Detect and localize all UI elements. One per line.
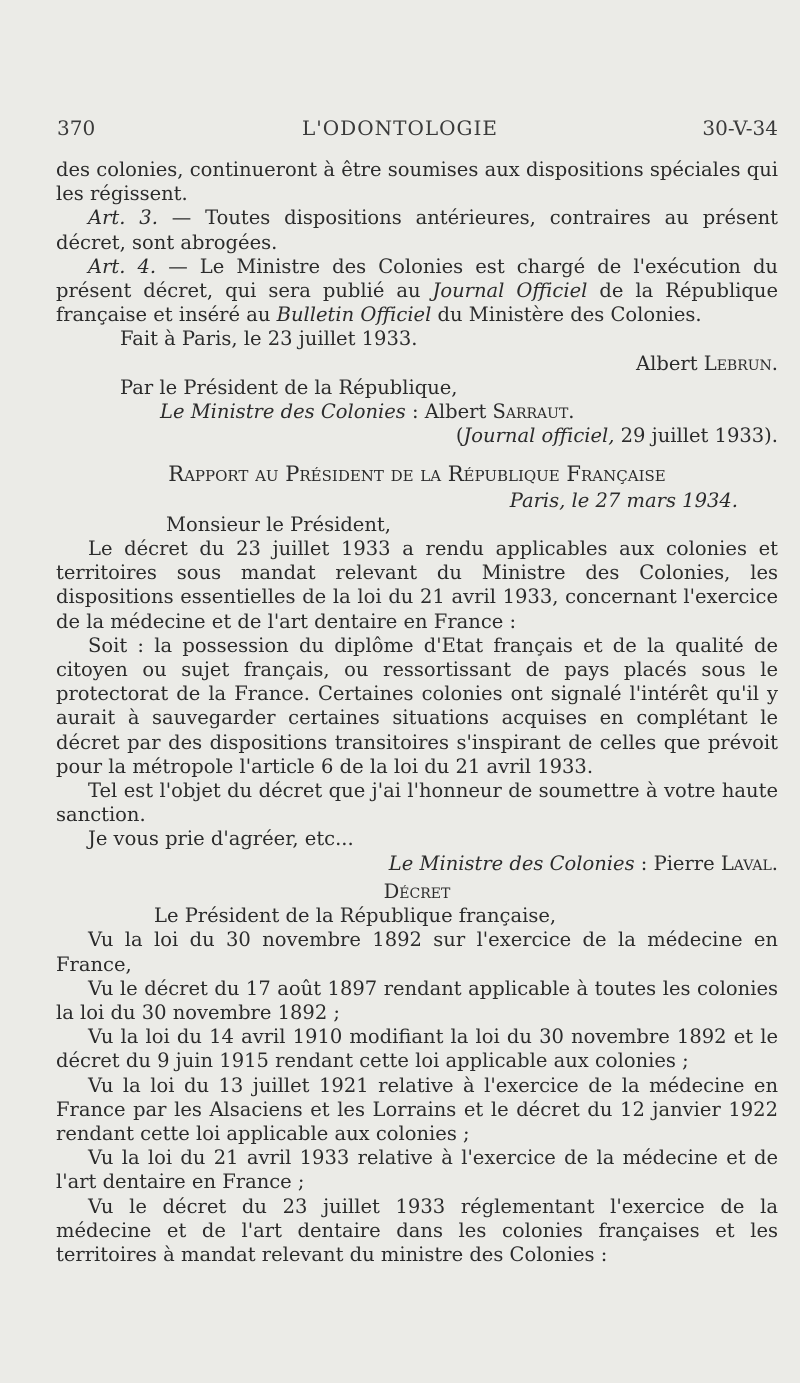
report-salutation: Monsieur le Président, [166, 512, 391, 536]
source-citation [56, 424, 778, 448]
body-text [56, 158, 778, 1267]
signature-date: Fait à Paris, le 23 juillet 1933. [120, 327, 418, 351]
report-paragraph: Tel est l'objet du décret que j'ai l'honneur de soumettre à votre haute sanction. [56, 779, 778, 827]
minister-last: Sarraut. [492, 400, 575, 424]
article-label: Art. 3. [88, 206, 158, 230]
decree-vu: Vu la loi du 21 avril 1933 relative à l'exercice de la médecine et de l'art dentaire en France ; [56, 1146, 778, 1194]
report-paragraph: Soit : la possession du diplôme d'Etat français et de la qualité de citoyen ou sujet français, ou ressortissant de pays placés sous le protectorat de la France. Certaines colonies ont signalé l'intérêt qu'il y aurait à sauvegarder certaines situations acquises en complétant le décret par des dispositions transitoires s'inspirant de celles que prévoit pour la métropole l'article 6 de la loi du 21 avril 1933. [56, 633, 778, 778]
citation-paren: ( [455, 424, 464, 448]
signature-president [56, 352, 778, 376]
signatory-last: Lebrun. [703, 351, 778, 375]
page-number: 370 [57, 116, 96, 140]
minister-first: : Albert [405, 400, 493, 424]
decree-vu: Vu le décret du 17 août 1897 rendant applicable à toutes les colonies la loi du 30 novembre 1892 ; [56, 976, 778, 1024]
decree-title: Décret [383, 879, 451, 903]
citation-journal: Journal officiel, [463, 424, 615, 448]
article-text: du Ministère des Colonies. [431, 303, 702, 327]
bulletin-name: Bulletin Officiel [276, 303, 432, 327]
minister-first: : Pierre [634, 851, 721, 875]
minister-title: Le Ministre des Colonies [160, 400, 406, 424]
article-text: de la République française et inséré au [56, 279, 778, 327]
paragraph-continuation: des colonies, continueront à être soumises aux dispositions spéciales qui les régissent. [56, 158, 778, 206]
signature-par-le: Par le Président de la République, [120, 375, 458, 399]
minister-title: Le Ministre des Colonies [388, 851, 635, 875]
article-text: — Toutes dispositions antérieures, contraires au présent décret, sont abrogées. [56, 206, 778, 254]
decree-vu: Vu la loi du 14 avril 1910 modifiant la loi du 30 novembre 1892 et le décret du 9 juin 1915 rendant cette loi applicable aux colonies ; [56, 1025, 778, 1073]
decree-preamble: Le Président de la République française, [154, 904, 557, 928]
decree-vu: Vu la loi du 30 novembre 1892 sur l'exercice de la médecine en France, [56, 928, 778, 976]
decree-vu: Vu le décret du 23 juillet 1933 réglementant l'exercice de la médecine et de l'art dentaire dans les colonies françaises et les territoires à mandat relevant du ministre des Colonies : [56, 1194, 778, 1266]
article-text: — Le Ministre des Colonies est chargé de l'exécution du présent décret, qui sera publié au [56, 254, 778, 303]
running-title: L'ODONTOLOGIE [302, 116, 498, 140]
article-4 [56, 255, 778, 328]
decree-vu: Vu la loi du 13 juillet 1921 relative à l'exercice de la médecine en France par les Alsaciens et les Lorrains et le décret du 12 janvier 1922 rendant cette loi applicable aux colonies ; [56, 1073, 778, 1145]
report-paragraph: Je vous prie d'agréer, etc... [88, 827, 354, 851]
article-label: Art. 4. [88, 254, 157, 278]
citation-date: 29 juillet 1933). [614, 424, 778, 448]
signature-minister [56, 400, 778, 424]
minister-last: Laval. [720, 851, 778, 875]
issue-date: 30-V-34 [702, 116, 778, 140]
report-title: Rapport au Président de la République Française [168, 462, 666, 487]
report-paragraph: Le décret du 23 juillet 1933 a rendu applicables aux colonies et territoires sous mandat relevant du Ministre des Colonies, les dispositions essentielles de la loi du 21 avril 1933, concernant l'exercice de la médecine et de l'art dentaire en France : [56, 537, 778, 633]
signatory-first: Albert [636, 351, 704, 375]
report-signature [56, 852, 778, 876]
report-place-date: Paris, le 27 mars 1934. [509, 488, 738, 512]
article-3 [56, 206, 778, 254]
journal-name: Journal Officiel [432, 279, 588, 303]
